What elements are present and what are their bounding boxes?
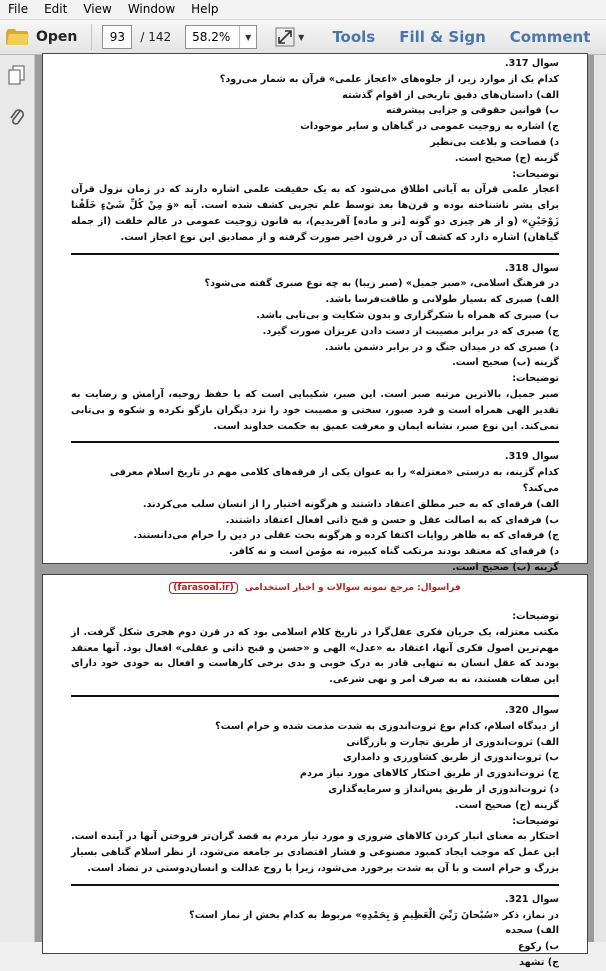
zoom-select[interactable] (185, 25, 257, 49)
menu-edit[interactable]: Edit (44, 2, 68, 16)
tab-tools[interactable]: Tools (332, 28, 376, 46)
option: ج) ثروت‌اندوزی از طریق احتکار کالاهای مورد نیاز مردم (299, 768, 559, 780)
navigation-pane (0, 55, 35, 942)
toolbar (0, 20, 606, 55)
divider (71, 441, 559, 443)
option: د) فصاحت و بلاغت بی‌نظیر (430, 136, 559, 148)
question-text: کدام یک از موارد زیر، از جلوه‌های «اعجاز علمی» قرآن به شمار می‌رود؟ (219, 73, 559, 85)
pdf-page (42, 53, 588, 573)
header-text: فراسوال: مرجع نمونه سوالات و اخبار استخدامی (244, 583, 461, 593)
chevron-down-icon: ▼ (298, 32, 305, 42)
page-content (71, 609, 559, 971)
option: ج) فرقه‌ای که به ظاهر روایات اکتفا کرده و هرگونه بحث عقلی در دین را حرام می‌دانستند. (133, 530, 559, 542)
document-viewer[interactable] (35, 55, 606, 968)
open-button[interactable] (6, 23, 77, 51)
expand-icon (275, 27, 295, 47)
menu-window[interactable]: Window (127, 2, 176, 16)
divider (71, 695, 559, 697)
page-thumbnails-icon[interactable] (8, 65, 26, 85)
explanation: احتکار به معنای انبار کردن کالاهای ضروری و مورد نیاز مردم به قصد گران‌تر فروختن آنها در آینده است. این عمل که موجب ایجاد کمبود مصنوعی و فشار اقتصادی بر جامعه می‌شود، از نظر اسلام گناهی بسیار بزرگ و حرام است و با آن به شدت برخورد می‌شود، زیرا با روح عدالت و انسان‌دوستی در تضاد است. (71, 831, 559, 874)
option: الف) فرقه‌ای که به جبر مطلق اعتقاد داشتند و هرگونه اختیار را از انسان سلب می‌کردند. (142, 498, 559, 510)
option: ج) صبری که در برابر مصیبت از دست دادن عزیزان صورت گیرد. (262, 325, 559, 337)
option: ب) رکوع (517, 941, 559, 953)
pdf-page (42, 574, 588, 968)
tab-comment[interactable]: Comment (509, 28, 591, 46)
page-total: / 142 (140, 30, 172, 44)
answer: گزینه (ج) صحیح است. (454, 152, 559, 164)
toolbar-divider (91, 24, 92, 50)
explanation-label: توضیحات: (512, 373, 559, 385)
question-title: سوال 317. (504, 58, 559, 69)
option: الف) داستان‌های دقیق تاریخی از اقوام گذشته (342, 89, 559, 101)
zoom-value: 58.2% (192, 30, 231, 44)
option: الف) صبری که بسیار طولانی و طاقت‌فرسا باشد. (325, 294, 559, 306)
fit-page-button[interactable] (275, 27, 304, 47)
chevron-down-icon[interactable]: ▼ (239, 26, 256, 48)
question-title: سوال 319. (504, 451, 559, 463)
question-text: در نماز، ذکر «سُبْحانَ رَبِّيَ الْعَظِيمِ وَ بِحَمْدِهِ» مربوط به کدام بخش از نماز است؟ (189, 909, 559, 921)
answer: گزینه (ب) صحیح است. (452, 357, 559, 369)
page-content (71, 56, 559, 576)
paperclip-icon[interactable] (8, 107, 26, 129)
explanation: صبر جمیل، بالاترین مرتبه صبر است. این صبر، شکیبایی است که با حفظ روحیه، آرامش و رضایت به تقدیر الهی همراه است و فرد صبور، سختی و مصیبت خود را نزد دیگران بازگو نکرده و شکوه و بی‌تابی نمی‌کند. این نوع صبر، نشانه ایمان و معرفت عمیق به حکمت خداوند است. (71, 388, 559, 432)
page-header (43, 583, 587, 593)
question-title: سوال 321. (504, 893, 559, 905)
option: الف) ثروت‌اندوزی از طریق تجارت و بازرگانی (346, 736, 559, 748)
answer: گزینه (ج) صحیح است. (454, 799, 559, 811)
question-text: از دیدگاه اسلام، کدام نوع ثروت‌اندوزی به شدت مذمت شده و حرام است؟ (215, 720, 559, 732)
page-number-input[interactable]: 93 (102, 25, 132, 49)
folder-icon (6, 29, 28, 45)
option: ب) فرقه‌ای که به اصالت عقل و حسن و قبح ذاتی افعال اعتقاد داشتند. (225, 514, 559, 526)
answer: گزینه (ب) صحیح است. (452, 561, 559, 573)
explanation-label: توضیحات: (512, 611, 559, 622)
option: د) فرقه‌ای که معتقد بودند مرتکب گناه کبیره، نه مؤمن است و نه کافر. (229, 546, 559, 558)
option: الف) سجده (505, 925, 559, 937)
divider (71, 253, 559, 255)
question-text: در فرهنگ اسلامی، «صبر جمیل» (صبر زیبا) به چه نوع صبری گفته می‌شود؟ (204, 278, 559, 290)
question-text: کدام گزینه، به درستی «معتزله» را به عنوان یکی از فرقه‌های کلامی مهم در تاریخ اسلام معرفی می‌کند؟ (109, 467, 559, 494)
divider (71, 884, 559, 886)
explanation: مکتب معتزله، یک جریان فکری عقل‌گرا در تاریخ کلام اسلامی بود که در قرن دوم هجری شکل گرفت. از مهم‌ترین اصول فکری آنها، اعتقاد به «عدل» الهی و «حسن و قبح ذاتی و عقلی» افعال بود. آنها معتقد بودند که عقل انسان به تنهایی قادر به درک خوبی و بدی برخی کارهاست و افعال به خودی خود دارای این صفات هستند، نه به صرف امر و نهی شرعی. (71, 626, 559, 686)
option: ب) قوانین حقوقی و جزایی پیشرفته (386, 105, 559, 117)
open-label: Open (36, 29, 78, 45)
menu-view[interactable]: View (83, 2, 112, 16)
explanation-label: توضیحات: (512, 815, 559, 827)
option: ج) تشهد (519, 956, 559, 968)
option: د) ثروت‌اندوزی از طریق پس‌انداز و سرمایه‌گذاری (328, 783, 559, 795)
question-title: سوال 318. (504, 262, 559, 274)
tab-fill-sign[interactable]: Fill & Sign (399, 28, 486, 46)
menu-file[interactable]: File (8, 2, 29, 16)
option: د) صبری که در میدان جنگ و در برابر دشمن باشد. (324, 341, 559, 353)
scrollbar[interactable] (594, 55, 606, 942)
menu-bar (0, 0, 606, 20)
option: ج) اشاره به زوجیت عمومی در گیاهان و سایر موجودات (300, 121, 559, 133)
question-title: سوال 320. (504, 704, 559, 716)
option: ب) صبری که همراه با شکرگزاری و بدون شکایت و بی‌تابی باشد. (256, 309, 559, 321)
explanation: اعجاز علمی قرآن به آیاتی اطلاق می‌شود که به یک حقیقت علمی اشاره دارند که در زمان نزول قرآن برای بشر ناشناخته بوده و قرن‌ها بعد توسط علم تجربی کشف شده است. آیه «وَ مِنْ كُلِّ شَيْءٍ خَلَقْنا زَوْجَيْنِ» (و از هر چیزی دو گونه [نر و ماده] آفریدیم)، به قانون زوجیت عمومی در عالم خلقت (از جمله گیاهان) اشاره دارد که کشف آن در قرون اخیر صورت گرفته و از مصادیق این نوع اعجاز است. (71, 184, 559, 243)
explanation-label: توضیحات: (512, 168, 559, 180)
option: ب) ثروت‌اندوزی از طریق کشاورزی و دامداری (342, 752, 559, 764)
menu-help[interactable]: Help (191, 2, 219, 16)
header-site: (farasoal.ir) (169, 582, 237, 594)
